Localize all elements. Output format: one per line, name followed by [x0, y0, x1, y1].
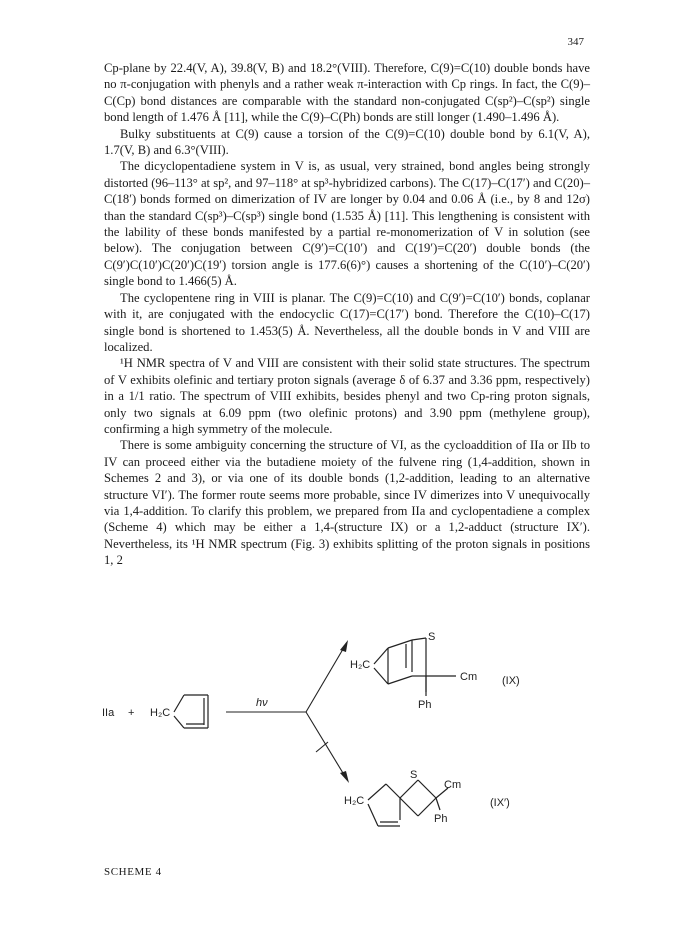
page-number: 347: [567, 36, 584, 48]
ix-ph-label: Ph: [418, 699, 432, 711]
paragraph-1: Cp-plane by 22.4(V, A), 39.8(V, B) and 18.2°(VIII). Therefore, C(9)=C(10) double bonds have no π-conjugation with phenyls and a rather weak π-interaction with Cp rings. In fact, the C(9)–C(Cp) bond distances are comparable with the standard non-conjugated C(sp²)–C(sp²) single bond length of 1.476 Å [11], while the C(9)–C(Ph) bonds are still longer (1.490–1.496 Å).: [104, 61, 590, 125]
reaction-scheme-svg: [100, 628, 600, 848]
cyclopentadiene-ring: [174, 695, 208, 728]
ix-cm-label: Cm: [460, 671, 478, 683]
paragraph-6: There is some ambiguity concerning the structure of VI, as the cycloaddition of IIa or IIb to IV can proceed either via the butadiene moiety of the fulvene ring (1,4-addition, shown in Schemes 2 and 3), or via one of its double bonds (1,2-addition, leading to an alternative structure VI′). The former route seems more probable, since IV dimerizes into V unequivocally via 1,4-addition. To clarify this problem, we prepared from IIa and cyclopentadiene a complex (Scheme 4) which may be either a 1,4-(structure IX) or a 1,2-adduct (structure IX′). Nevertheless, its ¹H NMR spectrum (Fig. 3) exhibits splitting of the proton signals in positions 1, 2: [104, 438, 590, 568]
reaction-arrows: [226, 644, 346, 778]
ix-ch2-label: H₂C: [350, 659, 371, 671]
ix-sulfur-label: S: [428, 631, 436, 643]
arrow-head-bottom: [340, 771, 349, 783]
plus-sign: +: [128, 707, 135, 719]
ixp-ch2-label: H₂C: [344, 795, 365, 807]
ixp-ph-label: Ph: [434, 813, 448, 825]
ixp-sulfur-label: S: [410, 769, 418, 781]
paragraph-3: The dicyclopentadiene system in V is, as usual, very strained, bond angles being strongly distorted (96–113° at sp², and 97–118° at sp³-hybridized carbons). The C(17)–C(17′) and C(20)–C(18′) bonds formed on dimerization of IV are longer by 0.04 and 0.06 Å (i.e., by 8 and 12σ) than the standard C(sp³)–C(sp³) single bond (1.535 Å) [11]. This lengthening is consistent with the lability of these bonds manifested by a partial re-monomerization of V in solution (see below). The conjugation between C(9′)=C(10′) and C(19′)=C(20′) double bonds (the C(9′)C(10′)C(20′)C(19′) torsion angle is 177.6(6)°) causes a shortening of the C(10′)–C(20′) single bond to 1.466(5) Å.: [104, 159, 590, 289]
scheme-caption: SCHEME 4: [104, 866, 162, 878]
ixp-cm-label: Cm: [444, 779, 462, 791]
ix-compound-label: (IX): [502, 675, 520, 687]
article-body: [104, 60, 590, 569]
arrow-head-top: [340, 640, 348, 652]
paragraph-4: The cyclopentene ring in VIII is planar. The C(9)=C(10) and C(9′)=C(10′) bonds, coplanar with it, are conjugated with the endocyclic C(17)=C(17′) bond. Therefore the C(10)–C(17) single bond is shortened to 1.453(5) Å. Nevertheless, all the double bonds in V and VIII are localized.: [104, 290, 590, 354]
irradiation-label: hν: [256, 697, 268, 709]
ixp-compound-label: (IX′): [490, 797, 510, 809]
cyclopentadiene-ch2-label: H₂C: [150, 707, 171, 719]
paragraph-5: ¹H NMR spectra of V and VIII are consistent with their solid state structures. The spectrum of V exhibits olefinic and tertiary proton signals (average δ of 6.37 and 3.36 ppm, respectively) in a 1/1 ratio. The spectrum of VIII exhibits, besides phenyl and two Cp-ring proton signals, only two signals at 6.09 ppm (two olefinic protons) and 3.90 ppm (methylene group), confirming a high symmetry of the molecule.: [104, 356, 590, 436]
scheme-4-diagram: [100, 628, 600, 848]
reactant-label: IIa: [102, 707, 115, 719]
ix-structure: [374, 638, 456, 696]
paragraph-2: Bulky substituents at C(9) cause a torsion of the C(9)=C(10) double bond by 6.1(V, A), 1.7(V, B) and 6.3°(VIII).: [104, 126, 590, 158]
